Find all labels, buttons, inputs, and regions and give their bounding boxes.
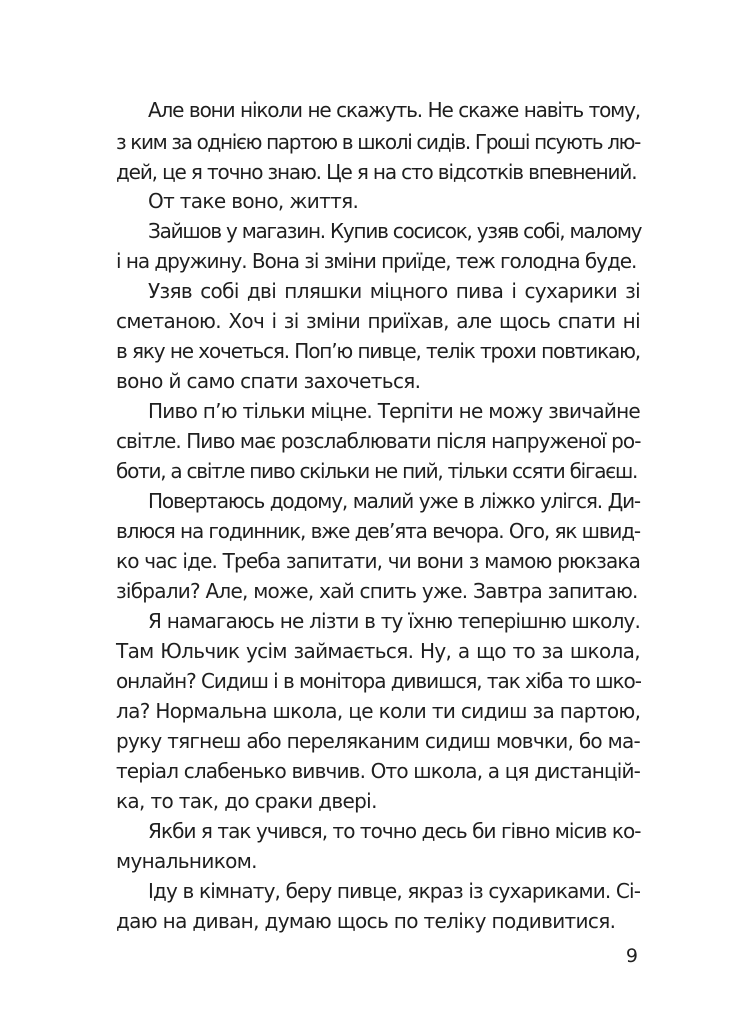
text-line: даю на диван, думаю щось по теліку подивитися. xyxy=(116,909,616,933)
text-line: мунальником. xyxy=(116,849,257,873)
text-line: Повертаюсь додому, малий уже в ліжко улігся. Ди- xyxy=(148,489,640,513)
text-line: ко час іде. Треба запитати, чи вони з мамою рюкзака xyxy=(116,549,640,573)
text-line: руку тягнеш або переляканим сидиш мовчки, бо ма- xyxy=(116,729,640,753)
text-line: зібрали? Але, може, хай спить уже. Завтра запитаю. xyxy=(116,579,638,603)
text-line: Я намагаюсь не лізти в ту їхню теперішню школу. xyxy=(148,609,640,633)
text-line: в яку не хочеться. Поп’ю пивце, телік трохи повтикаю, xyxy=(116,339,640,363)
text-line: боти, а світле пиво скільки не пий, тільки ссяти бігаєш. xyxy=(116,459,638,483)
text-line: теріал слабенько вивчив. Ото школа, а ця дистанцій- xyxy=(116,759,640,783)
text-line: онлайн? Сидиш і в монітора дивишся, так хіба то шко- xyxy=(116,669,641,693)
text-line: з ким за однією партою в школі сидів. Гроші псують лю- xyxy=(116,130,640,154)
text-line: ка, то так, до сраки двері. xyxy=(116,789,377,813)
text-line: і на дружину. Вона зі зміни приїде, теж голодна буде. xyxy=(116,249,637,273)
text-line: Іду в кімнату, беру пивце, якраз із сухариками. Сі- xyxy=(148,879,641,903)
text-line: дей, це я точно знаю. Це я на сто відсотків впевнений. xyxy=(116,160,637,184)
text-line: Узяв собі дві пляшки міцного пива і сухарики зі xyxy=(148,279,640,303)
text-line: Але вони ніколи не скажуть. Не скаже навіть тому, xyxy=(148,98,640,122)
text-line: воно й само спати захочеться. xyxy=(116,369,421,393)
text-line: Там Юльчик усім займається. Ну, а що то за школа, xyxy=(116,639,640,663)
text-line: влюся на годинник, вже дев’ята вечора. Ого, як швид- xyxy=(116,519,640,543)
text-line: сметаною. Хоч і зі зміни приїхав, але щось спати ні xyxy=(116,309,640,333)
page-number: 9 xyxy=(625,945,638,967)
text-line: От таке воно, життя. xyxy=(148,189,359,213)
text-line: ла? Нормальна школа, це коли ти сидиш за партою, xyxy=(116,699,641,723)
text-line: Зайшов у магазин. Купив сосисок, узяв собі, малому xyxy=(148,219,642,243)
text-line: світле. Пиво має розслаблювати після напруженої ро- xyxy=(116,429,641,453)
text-line: Якби я так учився, то точно десь би гівно місив ко- xyxy=(148,819,641,843)
text-line: Пиво п’ю тільки міцне. Терпіти не можу звичайне xyxy=(148,399,640,423)
